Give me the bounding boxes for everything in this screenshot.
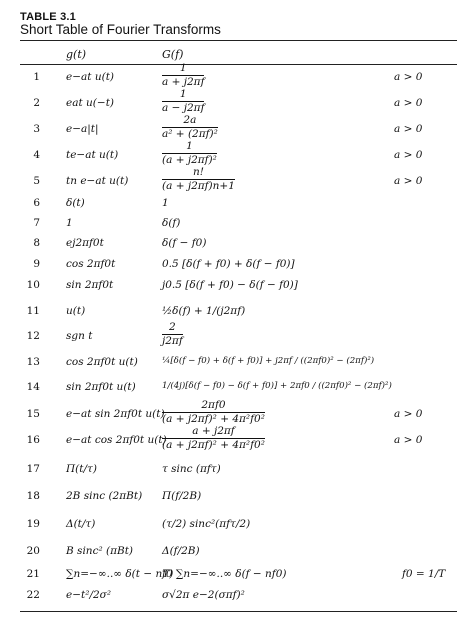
time-function: e−at cos 2πf0t u(t): [66, 434, 167, 446]
table-title: Short Table of Fourier Transforms: [20, 22, 221, 37]
time-function: B sinc² (πBt): [66, 545, 134, 557]
fraction-denominator: a² + (2πf)²: [162, 128, 218, 140]
row-number: 15: [26, 408, 40, 420]
row-number: 12: [26, 330, 40, 342]
table-row: [0, 237, 474, 257]
time-function: e−at sin 2πf0t u(t): [66, 408, 165, 420]
row-number: 5: [33, 175, 40, 187]
row-number: 3: [33, 123, 40, 135]
fraction-numerator: 2πf0: [201, 399, 226, 411]
row-number: 7: [33, 217, 40, 229]
fraction-numerator: 1: [186, 140, 193, 152]
row-number: 9: [33, 258, 40, 270]
fraction-numerator: 1: [179, 88, 187, 100]
time-function: te−at u(t): [66, 149, 119, 161]
row-number: 6: [33, 197, 40, 209]
table-row: [0, 258, 474, 278]
table-row: [0, 114, 474, 143]
row-number: 20: [26, 545, 40, 557]
condition: a > 0: [394, 434, 423, 446]
transform-fraction: [162, 141, 217, 166]
table-row: [0, 589, 474, 609]
frequency-transform: ½δ(f) + 1/(j2πf): [162, 305, 246, 317]
transform-fraction: [162, 167, 235, 192]
condition: a > 0: [394, 149, 423, 161]
table-row: [0, 568, 474, 588]
row-number: 2: [33, 97, 40, 109]
table-row: [0, 88, 474, 117]
table-row: [0, 62, 474, 91]
time-function: u(t): [66, 305, 86, 317]
frequency-transform: (τ/2) sinc²(πfτ/2): [162, 518, 251, 530]
time-function: tn e−at u(t): [66, 175, 129, 187]
fraction-denominator: a + j2πf: [162, 76, 205, 88]
frequency-transform: σ√2π e−2(σπf)²: [162, 589, 245, 601]
row-number: 8: [33, 237, 40, 249]
condition: a > 0: [394, 408, 423, 420]
fraction-denominator: a − j2πf: [162, 102, 205, 114]
table-row: [0, 217, 474, 237]
table-row: [0, 140, 474, 169]
frequency-transform: 1: [162, 197, 169, 209]
row-number: 18: [26, 490, 40, 502]
row-number: 19: [26, 518, 40, 530]
top-rule: [20, 40, 457, 41]
frequency-transform: δ(f): [162, 217, 181, 229]
table-row: [0, 305, 474, 325]
fraction-numerator: n!: [192, 166, 204, 178]
time-function: 2B sinc (2πBt): [66, 490, 143, 502]
table-row: [0, 321, 474, 350]
table-label: TABLE 3.1: [20, 11, 76, 23]
row-number: 13: [26, 356, 40, 368]
fraction-numerator: 2: [169, 321, 176, 333]
header-G: G(f): [162, 48, 184, 61]
fraction-denominator: (a + j2πf)n+1: [162, 180, 235, 192]
transform-fraction: [162, 400, 265, 425]
fraction-denominator: j2πf: [162, 335, 183, 347]
row-number: 1: [33, 71, 40, 83]
condition: f0 = 1/T: [402, 568, 446, 580]
time-function: sin 2πf0t: [66, 279, 114, 291]
row-number: 22: [26, 589, 40, 601]
transform-fraction: [162, 89, 204, 114]
time-function: eat u(−t): [66, 97, 115, 109]
transform-fraction: [162, 115, 218, 140]
table-row: [0, 197, 474, 217]
row-number: 21: [26, 568, 40, 580]
row-number: 4: [33, 149, 40, 161]
header-g: g(t): [66, 48, 87, 61]
time-function: e−t²/2σ²: [66, 589, 112, 601]
table-row: [0, 518, 474, 538]
table-row: [0, 463, 474, 483]
row-number: 10: [26, 279, 40, 291]
time-function: ∑n=−∞..∞ δ(t − nT): [66, 568, 174, 580]
frequency-transform: j0.5 [δ(f + f0) − δ(f − f0)]: [162, 279, 298, 291]
frequency-transform: δ(f − f0): [162, 237, 207, 249]
condition: a > 0: [394, 175, 423, 187]
time-function: e−a|t|: [66, 123, 99, 135]
time-function: Δ(t/τ): [66, 518, 96, 530]
frequency-transform: ¼[δ(f − f0) + δ(f + f0)] + j2πf / ((2πf0)² − (2πf)²): [162, 356, 375, 366]
fraction-numerator: 1: [179, 62, 187, 74]
header-rule: [20, 64, 457, 65]
row-number: 16: [26, 434, 40, 446]
table-row: [0, 279, 474, 299]
condition: a > 0: [394, 71, 423, 83]
frequency-transform: τ sinc (πfτ): [162, 463, 221, 475]
time-function: 1: [66, 217, 73, 229]
fraction-denominator: (a + j2πf)² + 4π²f0²: [162, 413, 265, 425]
fraction-numerator: 2a: [183, 114, 197, 126]
frequency-transform: Π(f/2B): [162, 490, 202, 502]
frequency-transform: 1/(4j)[δ(f − f0) − δ(f + f0)] + 2πf0 / ((2πf0)² − (2πf)²): [162, 381, 392, 391]
time-function: sgn t: [66, 330, 93, 342]
table-row: [0, 399, 474, 428]
frequency-transform: Δ(f/2B): [162, 545, 200, 557]
frequency-transform: 0.5 [δ(f + f0) + δ(f − f0)]: [162, 258, 295, 270]
time-function: Π(t/τ): [66, 463, 97, 475]
time-function: cos 2πf0t: [66, 258, 116, 270]
fraction-denominator: (a + j2πf)² + 4π²f0²: [162, 439, 265, 451]
bottom-rule: [20, 611, 457, 612]
table-row: [0, 490, 474, 510]
condition: a > 0: [394, 97, 423, 109]
time-function: δ(t): [66, 197, 85, 209]
frequency-transform: f0 ∑n=−∞..∞ δ(f − nf0): [162, 568, 287, 580]
fraction-numerator: a + j2πf: [192, 425, 235, 437]
time-function: cos 2πf0t u(t): [66, 356, 138, 368]
table-row: [0, 166, 474, 195]
row-number: 11: [26, 305, 40, 317]
table-row: [0, 381, 474, 401]
time-function: e−at u(t): [66, 71, 115, 83]
transform-fraction: [162, 63, 204, 88]
condition: a > 0: [394, 123, 423, 135]
table-row: [0, 425, 474, 454]
table-row: [0, 356, 474, 376]
fraction-denominator: (a + j2πf)²: [162, 154, 217, 166]
time-function: ej2πf0t: [66, 237, 104, 249]
row-number: 17: [26, 463, 40, 475]
row-number: 14: [26, 381, 40, 393]
transform-fraction: [162, 426, 265, 451]
table-row: [0, 545, 474, 565]
transform-fraction: [162, 322, 183, 347]
time-function: sin 2πf0t u(t): [66, 381, 136, 393]
